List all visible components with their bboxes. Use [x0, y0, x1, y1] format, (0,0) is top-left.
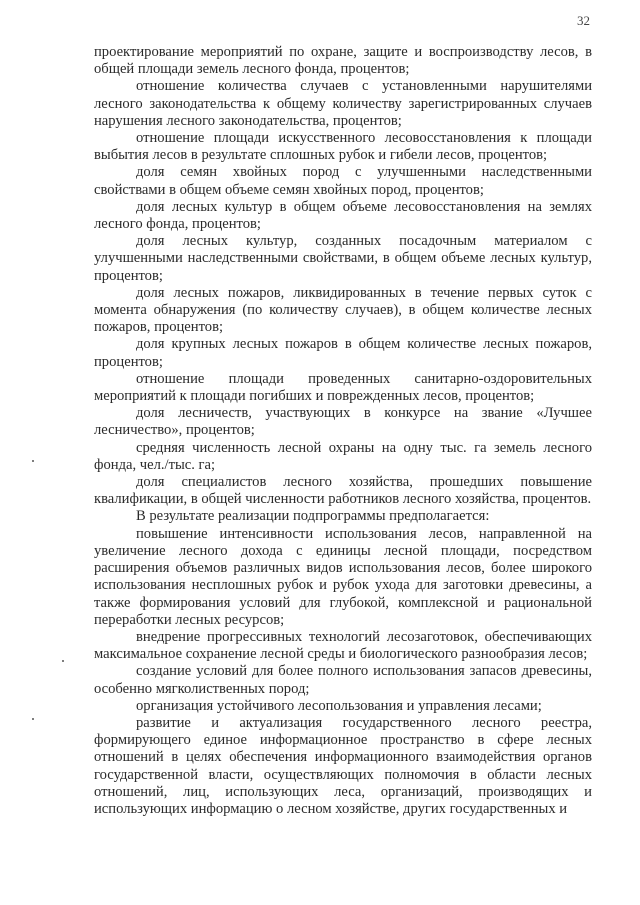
paragraph: развитие и актуализация государственного лесного реестра, формирующего единое информационное пространство в сфере лесных отношений в целях обеспечения информационного взаимодействия органов государственной власти, осуществляющих полномочия в области лесных отношений, лиц, использующих леса, организаций, производящих и использующих информацию о лесном хозяйстве, других государственных и: [94, 714, 592, 817]
document-body: [94, 44, 592, 818]
paragraph: В результате реализации подпрограммы предполагается:: [136, 508, 490, 525]
paragraph: средняя численность лесной охраны на одну тыс. га земель лесного фонда, чел./тыс. га;: [94, 439, 592, 473]
paragraph: доля лесничеств, участвующих в конкурсе на звание «Лучшее лесничество», процентов;: [94, 405, 592, 439]
paragraph: создание условий для более полного использования запасов древесины, особенно мягколиственных пород;: [94, 663, 592, 697]
paragraph: отношение количества случаев с установленными нарушителями лесного законодательства к общему количеству зарегистрированных случаев нарушения лесного законодательства, процентов;: [94, 78, 592, 129]
paragraph: отношение площади проведенных санитарно-оздоровительных мероприятий к площади погибших и поврежденных лесов, процентов;: [94, 370, 592, 405]
scan-speck: [32, 460, 34, 462]
paragraph: проектирование мероприятий по охране, защите и воспроизводству лесов, в общей площади земель лесного фонда, процентов;: [94, 44, 592, 78]
paragraph: доля лесных пожаров, ликвидированных в течение первых суток с момента обнаружения (по количеству случаев), в общем количестве лесных пожаров, процентов;: [94, 284, 592, 336]
paragraph: организация устойчивого лесопользования и управления лесами;: [136, 697, 542, 714]
paragraph: доля крупных лесных пожаров в общем количестве лесных пожаров, процентов;: [94, 336, 592, 370]
paragraph: доля лесных культур, созданных посадочным материалом с улучшенными наследственными свойствами, в общем объеме лесных культур, процентов;: [94, 233, 592, 284]
paragraph: внедрение прогрессивных технологий лесозаготовок, обеспечивающих максимальное сохранение лесной среды и биологического разнообразия лесов;: [94, 628, 592, 663]
paragraph: повышение интенсивности использования лесов, направленной на увеличение лесного дохода с единицы лесной площади, посредством расширения объемов различных видов использования лесов, более широкого использования несплошных рубок и рубок ухода для заготовки древесины, а также формирования условий для глубокой, комплексной и рациональной переработки лесных ресурсов;: [94, 525, 592, 628]
paragraph: доля лесных культур в общем объеме лесовосстановления на землях лесного фонда, процентов;: [94, 198, 592, 233]
scan-speck: [32, 718, 34, 720]
paragraph: доля специалистов лесного хозяйства, прошедших повышение квалификации, в общей численности работников лесного хозяйства, процентов.: [94, 474, 592, 508]
page-number: 32: [577, 13, 590, 28]
paragraph: доля семян хвойных пород с улучшенными наследственными свойствами в общем объеме семян хвойных пород, процентов;: [94, 164, 592, 198]
paragraph: отношение площади искусственного лесовосстановления к площади выбытия лесов в результате сплошных рубок и гибели лесов, процентов;: [94, 130, 592, 164]
scan-speck: [62, 660, 64, 662]
